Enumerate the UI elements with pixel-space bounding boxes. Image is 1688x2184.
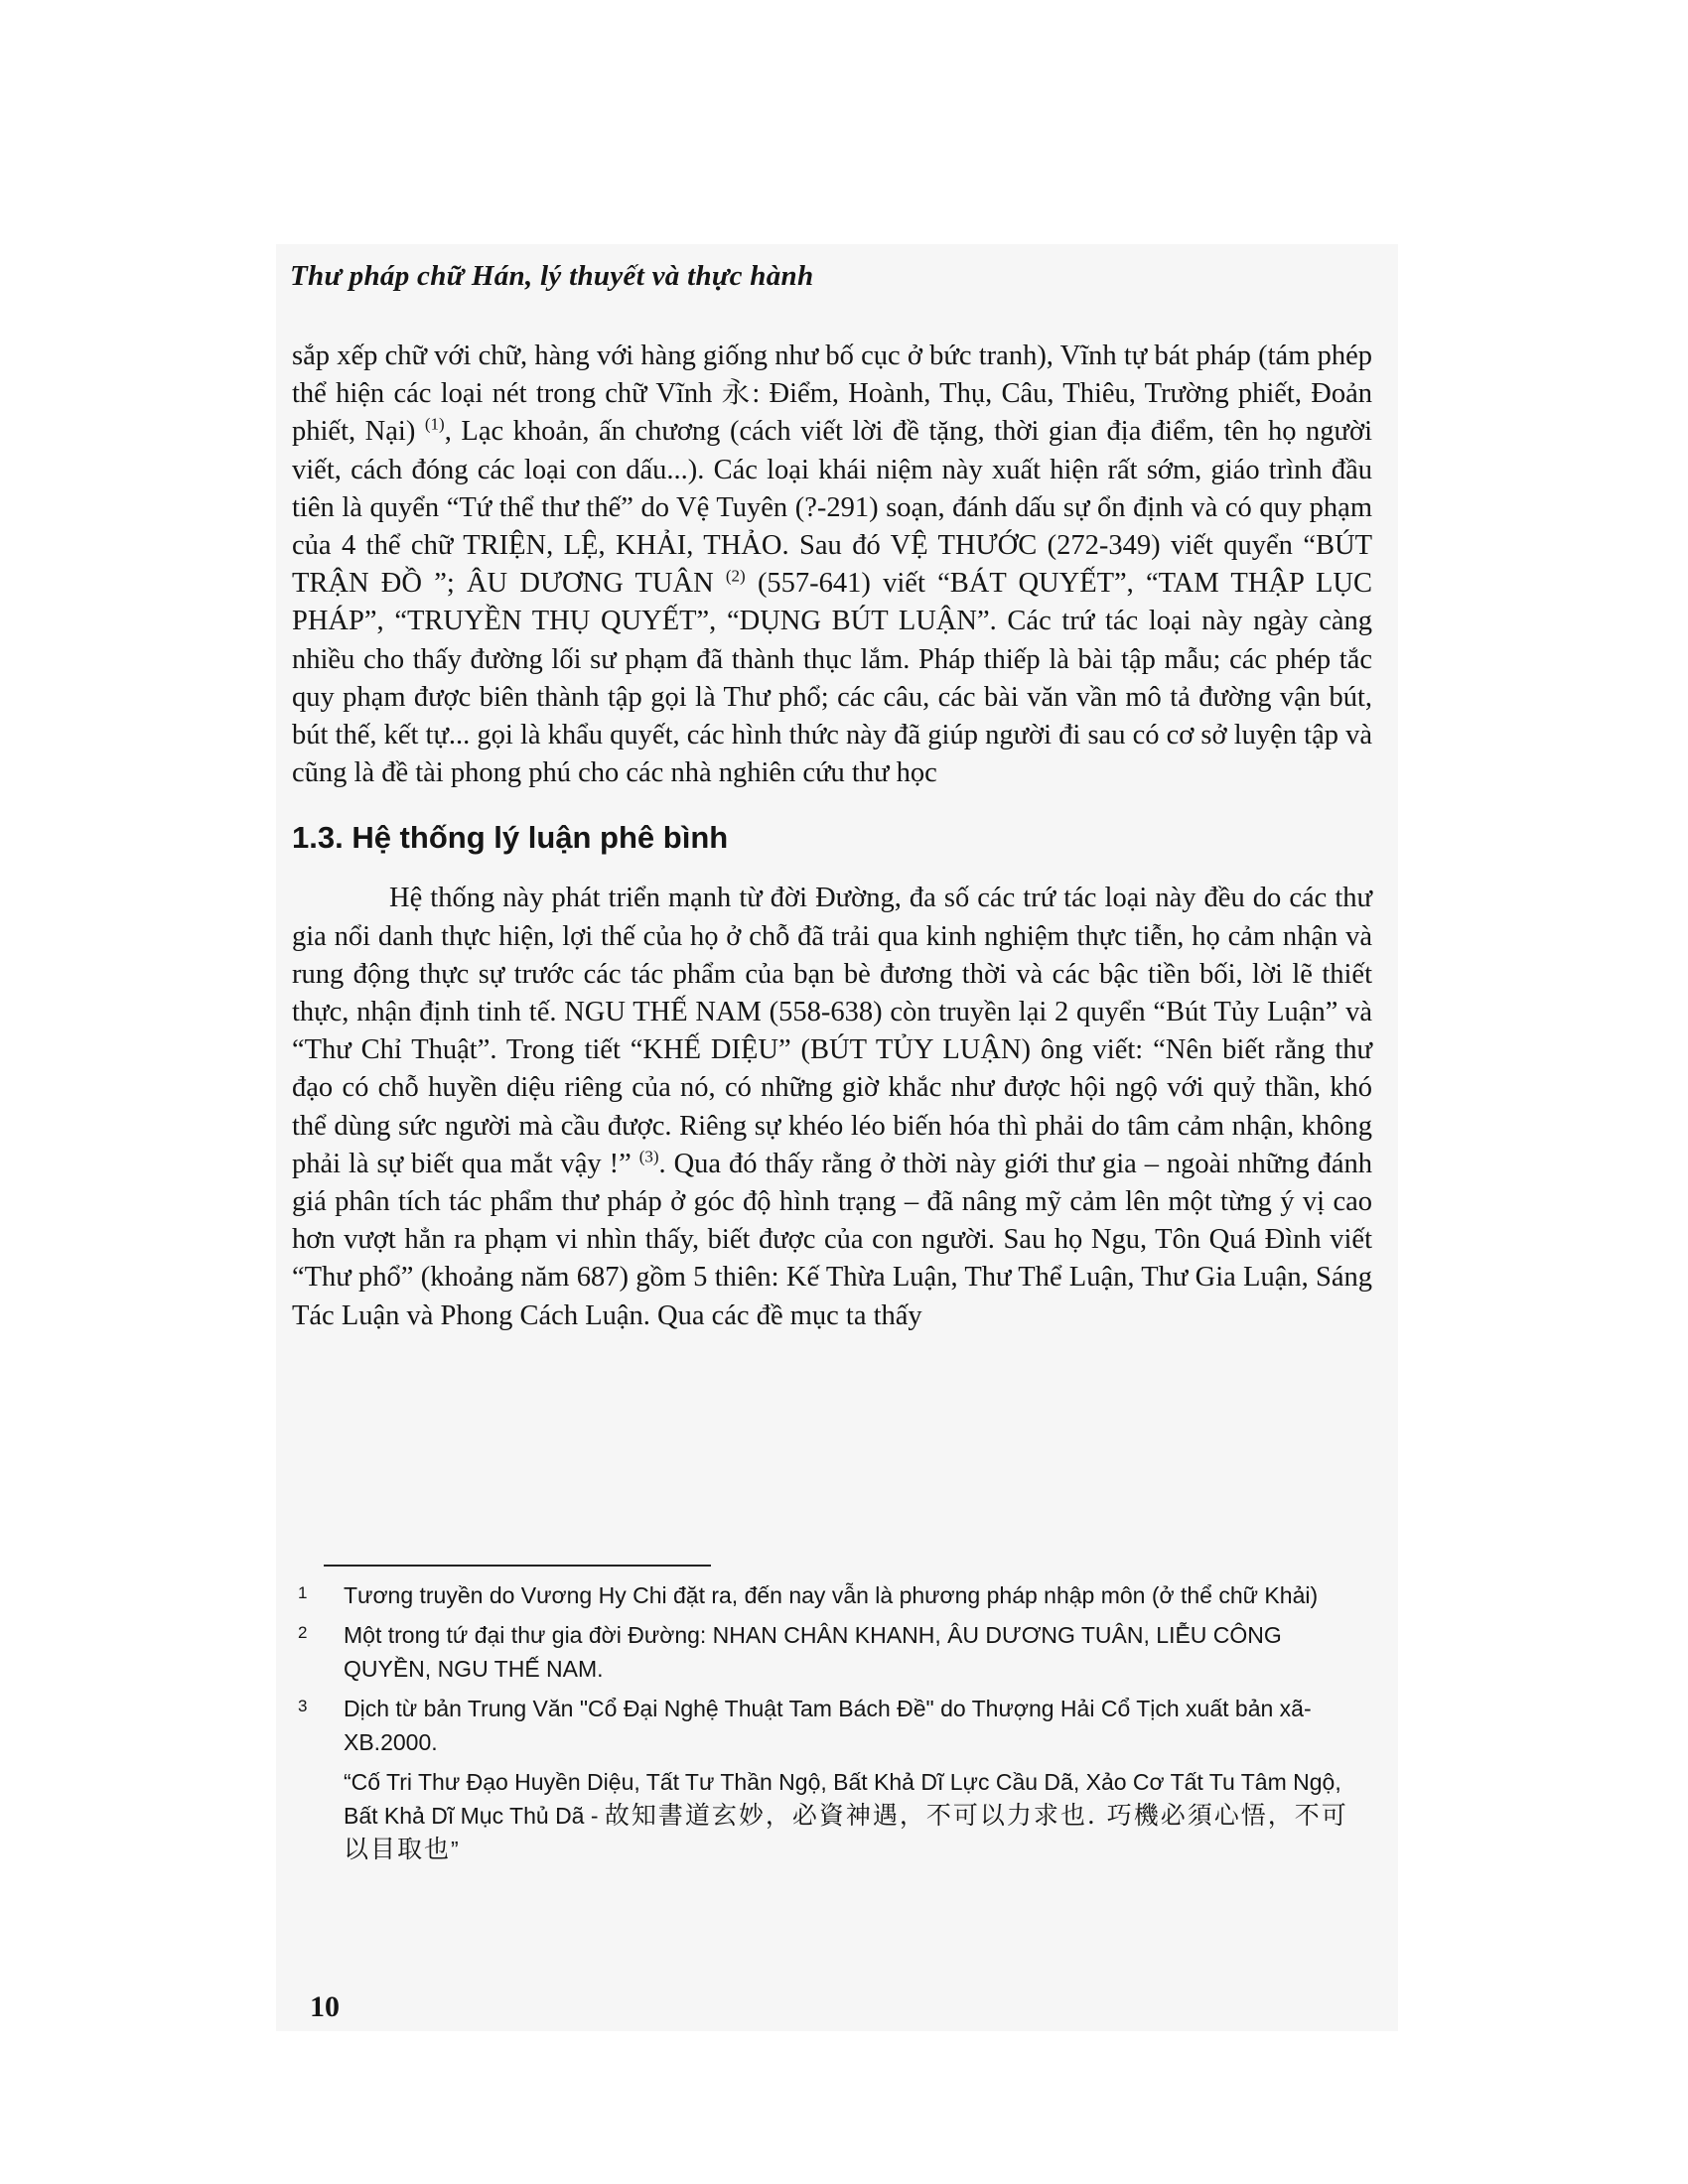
paragraph-1-part-2: : Điểm, Hoành, Thụ, Câu, Thiêu, Trường phiết, Đoản phiết, Nại) <box>292 378 1372 448</box>
page-number: 10 <box>310 1990 340 2023</box>
footnote-text: Tương truyền do Vương Hy Chi đặt ra, đến nay vẫn là phương pháp nhập môn (ở thể chữ Khải) <box>344 1582 1319 1608</box>
paragraph-2-part-1: Hệ thống này phát triển mạnh từ đời Đường, đa số các trứ tác loại này đều do các thư gia nổi danh thực hiện, lợi thế của họ ở chỗ đã trải qua kinh nghiệm thực tiễn, họ cảm nhận và rung động thực sự trước các tác phẩm của bạn bè đương thời và các bậc tiền bối, lời lẽ thiết thực, nhận định tinh tế. NGU THẾ NAM (558-638) còn truyền lại 2 quyển “Bút Tủy Luận” và “Thư Chỉ Thuật”. Trong tiết “KHẾ DIỆU” (BÚT TỦY LUẬN) ông viết: “Nên biết rằng thư đạo có chỗ huyền diệu riêng của nó, có những giờ khắc như được hội ngộ với quỷ thần, khó thể dùng sức người mà cầu được. Riêng sự khéo léo biến hóa thì phải do tâm cảm nhận, không phải là sự biết qua mắt vậy !” <box>292 883 1372 1179</box>
footnote-number: 3 <box>298 1697 308 1715</box>
quote-vietnamese: “Cố Tri Thư Đạo Huyền Diệu, Tất Tư Thần Ngộ, Bất Khả Dĩ Lực Cầu Dã, Xảo Cơ Tất Tu Tâm Ngộ, Bất Khả Dĩ Mục Thủ Dã - <box>344 1769 1341 1829</box>
quote-close: ” <box>451 1837 459 1862</box>
paragraph-2-part-2: . Qua đó thấy rằng ở thời này giới thư gia – ngoài những đánh giá phân tích tác phẩm thư pháp ở góc độ hình trạng – đã nâng mỹ cảm lên một từng ý vị cao hơn vượt hẳn ra phạm vi nhìn thấy, biết được của con người. Sau họ Ngu, Tôn Quá Đình viết “Thư phổ” (khoảng năm 687) gồm 5 thiên: Kế Thừa Luận, Thư Thể Luận, Thư Gia Luận, Sáng Tác Luận và Phong Cách Luận. Qua các đề mục ta thấy <box>292 1148 1372 1331</box>
paragraph-1-part-4: (557-641) viết “BÁT QUYẾT”, “TAM THẬP LỤC PHÁP”, “TRUYỀN THỤ QUYẾT”, “DỤNG BÚT LUẬN”. Các trứ tác loại này ngày càng nhiều cho thấy đường lối sư phạm đã thành thục lắm. Pháp thiếp là bài tập mẫu; các phép tắc quy phạm được biên thành tập gọi là Thư phổ; các câu, các bài văn vần mô tả đường vận bút, bút thế, kết tự... gọi là khẩu quyết, các hình thức này đã giúp người đi sau có cơ sở luyện tập và cũng là đề tài phong phú cho các nhà nghiên cứu thư học <box>292 568 1373 789</box>
quote-han-characters: 故知書道玄妙，必資神遇，不可以力求也. 巧機必須心悟，不可以目取也 <box>344 1801 1348 1863</box>
footnote-1 <box>298 1578 1370 1612</box>
footnote-text: Dịch từ bản Trung Văn "Cổ Đại Nghệ Thuật Tam Bách Đề" do Thượng Hải Cổ Tịch xuất bản xã-XB.2000. <box>344 1696 1312 1755</box>
footnote-number: 2 <box>298 1623 308 1642</box>
footnote-ref-3[interactable]: (3) <box>638 1147 659 1166</box>
footnote-3-quote <box>298 1765 1370 1866</box>
footnote-number: 1 <box>298 1583 308 1602</box>
body-text <box>292 338 1372 1335</box>
footnote-ref-2[interactable]: (2) <box>725 566 746 586</box>
paragraph-2 <box>292 880 1372 1334</box>
vinh-character: 永 <box>721 378 753 410</box>
footnote-divider <box>324 1565 711 1567</box>
footnotes <box>298 1578 1370 1866</box>
footnote-3 <box>298 1692 1370 1759</box>
footnote-text: Một trong tứ đại thư gia đời Đường: NHAN CHÂN KHANH, ÂU DƯƠNG TUÂN, LIỄU CÔNG QUYỀN, NGU THẾ NAM. <box>344 1622 1282 1682</box>
paragraph-1-part-3: , Lạc khoản, ấn chương (cách viết lời đề tặng, thời gian địa điểm, tên họ người viết, cách đóng các loại con dấu...). Các loại khái niệm này xuất hiện rất sớm, giáo trình đầu tiên là quyển “Tứ thể thư thế” do Vệ Tuyên (?-291) soạn, đánh dấu sự ổn định và có quy phạm của 4 thể chữ TRIỆN, LỆ, KHẢI, THẢO. Sau đó VỆ THƯỚC (272-349) viết quyển “BÚT TRẬN ĐỒ ”; ÂU DƯƠNG TUÂN <box>292 416 1372 600</box>
running-header: Thư pháp chữ Hán, lý thuyết và thực hành <box>290 260 814 292</box>
footnote-ref-1[interactable]: (1) <box>424 414 445 434</box>
section-heading: 1.3. Hệ thống lý luận phê bình <box>292 820 729 856</box>
paragraph-1-part-1: sắp xếp chữ với chữ, hàng với hàng giống như bố cục ở bức tranh), Vĩnh tự bát pháp (tám phép thể hiện các loại nét trong chữ Vĩnh <box>292 341 1372 410</box>
footnote-2 <box>298 1618 1370 1686</box>
paragraph-1 <box>292 338 1372 792</box>
